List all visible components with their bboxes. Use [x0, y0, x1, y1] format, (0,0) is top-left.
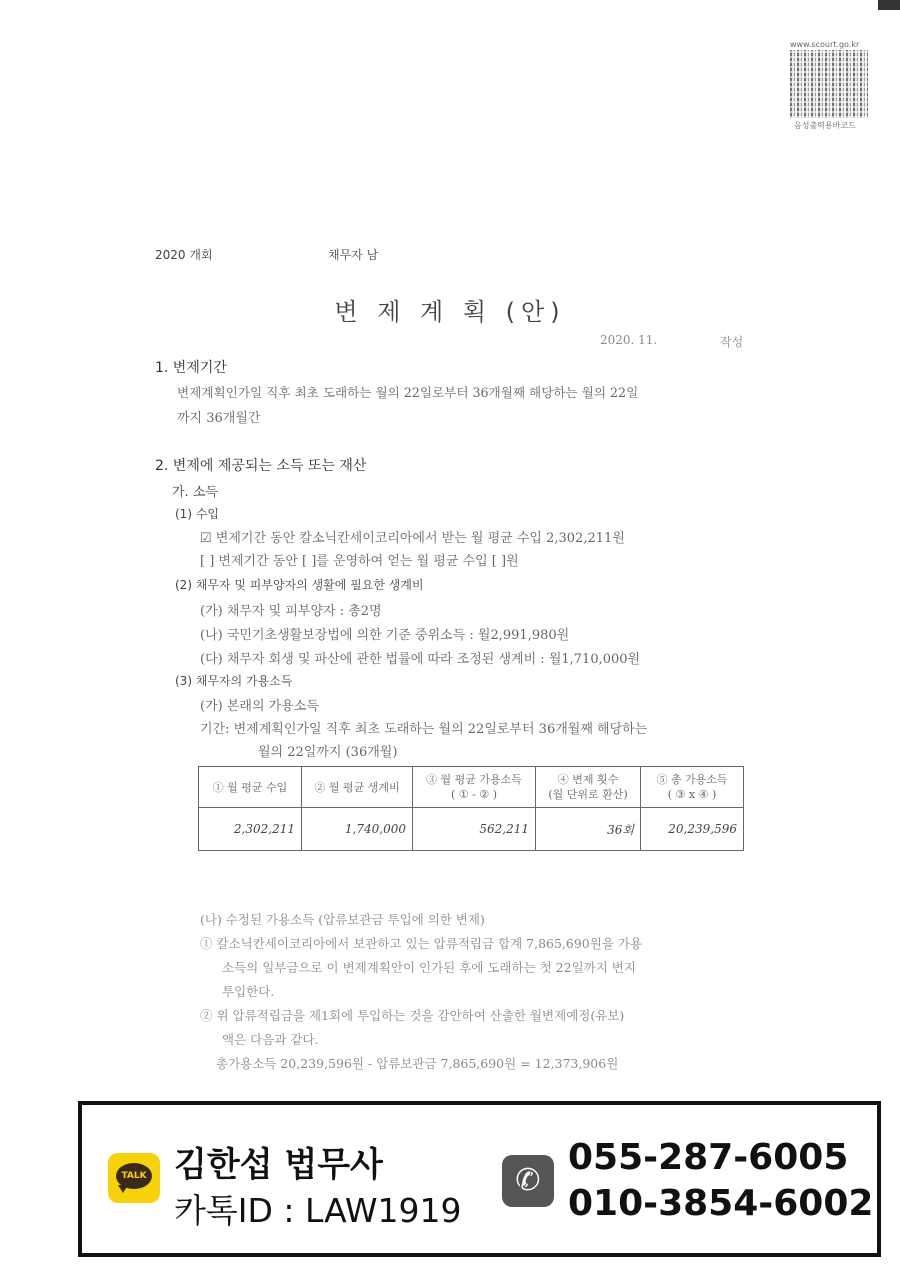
- office-name: 김한섭 법무사: [174, 1145, 383, 1185]
- disposable-income-table: [198, 766, 744, 851]
- seized-line3: 투입한다.: [222, 984, 275, 999]
- modified-disposable-heading: (나) 수정된 가용소득 (압류보관금 투입에 의한 변제): [200, 912, 485, 927]
- talk-bubble-tail: [118, 1185, 128, 1193]
- seized-line2: 소득의 일부금으로 이 변제계획안이 인가된 후에 도래하는 첫 22일까지 변지: [222, 960, 636, 975]
- kakao-id[interactable]: 카톡ID : LAW1919: [174, 1191, 462, 1230]
- qr-barcode-icon: [790, 50, 868, 118]
- phone-number-1[interactable]: 055-287-6005: [568, 1137, 849, 1178]
- table-cell: 1,740,000: [302, 808, 413, 851]
- talk-badge: TALK: [116, 1163, 152, 1189]
- sign-label: 작성: [720, 335, 744, 349]
- monthly-plan-line2: 액은 다음과 같다.: [222, 1032, 319, 1047]
- phone-number-2[interactable]: 010-3854-6002: [568, 1183, 874, 1224]
- section1-line2: 까지 36개월간: [177, 411, 261, 426]
- page-title: 변 제 계 획 (안): [334, 298, 566, 326]
- living-cost-a: (가) 채무자 및 피부양자 : 총2명: [200, 604, 382, 619]
- original-disposable: (가) 본래의 가용소득: [200, 699, 319, 714]
- monthly-plan-line1: ② 위 압류적립금을 제1회에 투입하는 것을 감안하여 산출한 월변제예정(유보): [200, 1008, 625, 1023]
- qr-caption: 음성출력용바코드: [794, 121, 856, 130]
- income-heading: (1) 수입: [175, 507, 219, 521]
- income-checked: ☑ 변제기간 동안 칼소닉칸세이코리아에서 받는 월 평균 수입 2,302,211원: [200, 531, 625, 546]
- period-line1: 기간: 변제계획인가일 직후 최초 도래하는 월의 22일로부터 36개월째 해당하는: [200, 722, 648, 737]
- living-cost-heading: (2) 채무자 및 피부양자의 생활에 필요한 생계비: [175, 578, 424, 592]
- qr-url: www.scourt.go.kr: [790, 40, 860, 49]
- subsection-ga: 가. 소득: [172, 485, 218, 500]
- period-line2: 월의 22일까지 (36개월): [258, 745, 398, 760]
- table-header-cell: ① 월 평균 수입: [199, 767, 302, 808]
- phone-icon: ✆: [502, 1155, 554, 1207]
- table-row: [199, 808, 744, 851]
- living-cost-b: (나) 국민기초생활보장법에 의한 기준 중위소득 : 월2,991,980원: [200, 628, 570, 643]
- table-cell: 20,239,596: [641, 808, 744, 851]
- table-header-cell: ④ 변제 횟수 (월 단위로 환산): [536, 767, 641, 808]
- corner-mark: [878, 0, 900, 10]
- date: 2020. 11.: [600, 333, 658, 347]
- income-unchecked: [ ] 변제기간 동안 [ ]를 운영하여 얻는 월 평균 수입 [ ]원: [200, 554, 519, 569]
- table-cell: 2,302,211: [199, 808, 302, 851]
- table-header-cell: ② 월 평균 생계비: [302, 767, 413, 808]
- section2-heading: 2. 변제에 제공되는 소득 또는 재산: [155, 458, 367, 474]
- monthly-plan-formula: 총가용소득 20,239,596원 - 압류보관금 7,865,690원 = 12,373,906원: [216, 1056, 619, 1071]
- disposable-income-heading: (3) 채무자의 가용소득: [175, 674, 293, 688]
- seized-line1: ① 칼소닉칸세이코리아에서 보관하고 있는 압류적립금 합계 7,865,690원을 가용: [200, 936, 643, 951]
- debtor-name: 채무자 남: [328, 248, 379, 262]
- living-cost-c: (다) 채무자 회생 및 파산에 관한 법률에 따라 조정된 생계비 : 월1,710,000원: [200, 652, 641, 667]
- table-header-cell: ⑤ 총 가용소득 ( ③ x ④ ): [641, 767, 744, 808]
- section1-heading: 1. 변제기간: [155, 360, 227, 376]
- year-session: 2020 개회: [155, 248, 213, 262]
- table-cell: 36회: [536, 808, 641, 851]
- table-header-row: [199, 767, 744, 808]
- contact-banner: [78, 1101, 881, 1257]
- kakao-talk-icon[interactable]: [108, 1153, 160, 1203]
- section1-line1: 변제계획인가일 직후 최초 도래하는 월의 22일로부터 36개월째 해당하는 월의 22일: [177, 385, 639, 400]
- table-cell: 562,211: [413, 808, 536, 851]
- table-header-cell: ③ 월 평균 가용소득 ( ① - ② ): [413, 767, 536, 808]
